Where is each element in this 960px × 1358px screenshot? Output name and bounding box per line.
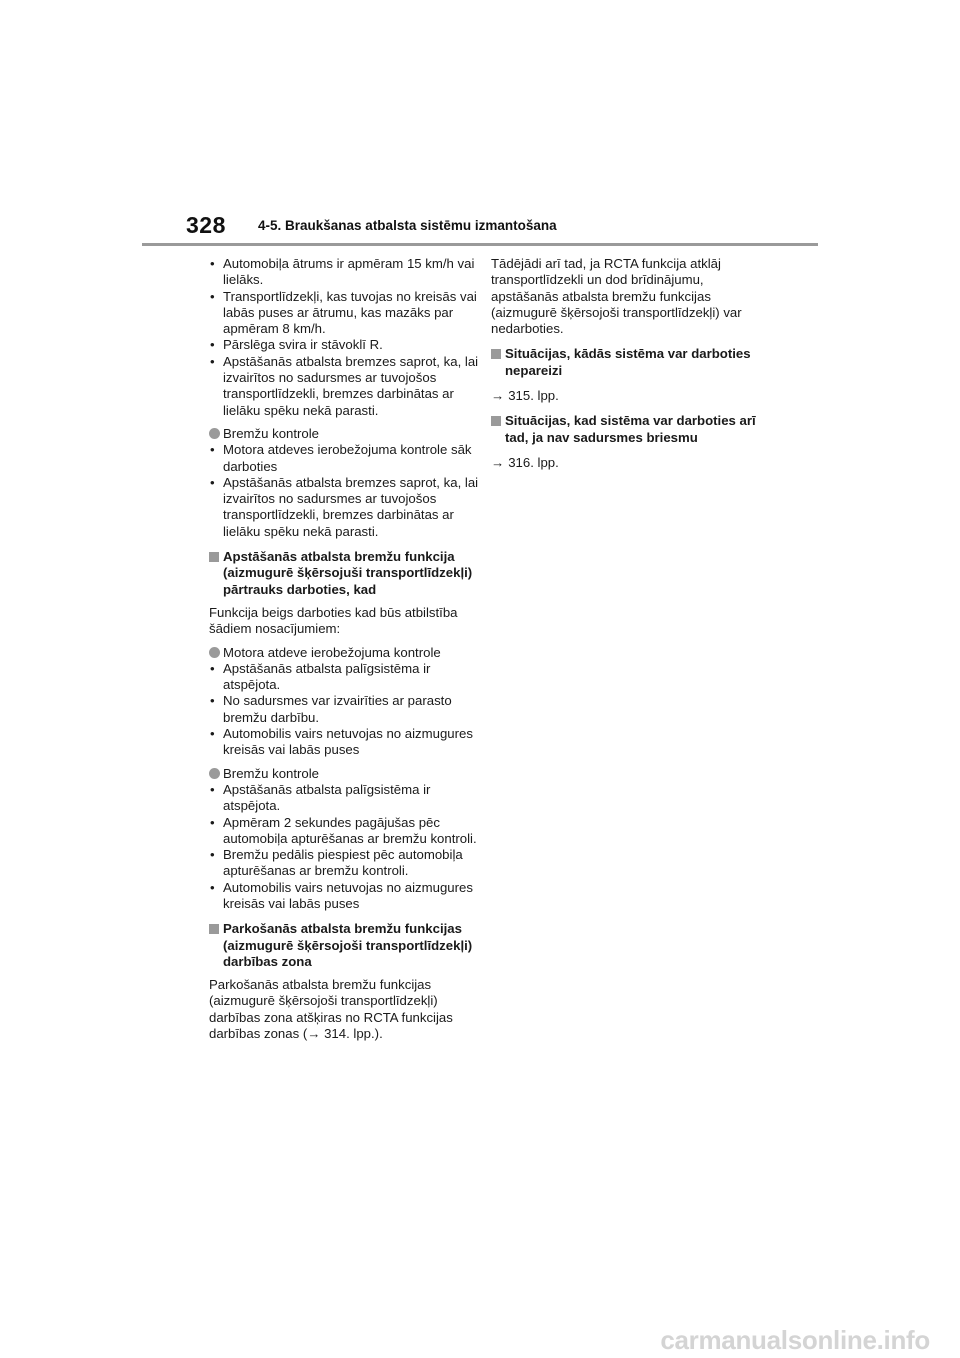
list-item: • Apstāšanās atbalsta bremzes saprot, ka, lai izvairītos no sadursmes ar tuvojošos transportlīdzekli, bremzes darbinātas ar lielāku spēku nekā parasti. [209, 354, 479, 419]
square-bullet-icon [491, 349, 501, 359]
list-item: • Apstāšanās atbalsta bremzes saprot, ka, lai izvairītos no sadursmes ar tuvojošos transportlīdzekli, bremzes darbinātas ar lielāku spēku nekā parasti. [209, 475, 479, 540]
heading-text: Situācijas, kādās sistēma var darboties nepareizi [505, 346, 751, 378]
square-bullet-icon [209, 924, 219, 934]
list-item: • Transportlīdzekļi, kas tuvojas no kreisās vai labās puses ar ātrumu, kas mazāks par apmēram 8 km/h. [209, 289, 479, 338]
list-item: • Automobilis vairs netuvojas no aizmugures kreisās vai labās puses [209, 726, 479, 759]
circle-item-label: Bremžu kontrole [223, 765, 320, 781]
circle-bullet-icon [209, 768, 220, 779]
conditions-list [209, 256, 479, 419]
list-item: • Apstāšanās atbalsta palīgsistēma ir atspējota. [209, 782, 479, 815]
section-heading [491, 413, 766, 446]
page-reference-link[interactable]: 316. lpp. [508, 454, 559, 470]
square-bullet-icon [209, 552, 219, 562]
page-number: 328 [186, 212, 226, 238]
left-column [209, 256, 479, 1042]
list-item: • Motora atdeves ierobežojuma kontrole sāk darboties [209, 442, 479, 475]
paragraph: Tādējādi arī tad, ja RCTA funkcija atklāj transportlīdzekli un dod brīdinājumu, apstāšanās atbalsta bremžu funkcijas (aizmugurē šķērsojoši transportlīdzekļi) var nedarboties. [491, 256, 742, 337]
circle-item-label: Bremžu kontrole [223, 425, 320, 441]
square-bullet-icon [491, 416, 501, 426]
section-heading [209, 921, 479, 970]
list-item: • Automobilis vairs netuvojas no aizmugures kreisās vai labās puses [209, 880, 479, 913]
circle-item-label: Motora atdeve ierobežojuma kontrole [223, 644, 441, 660]
heading-text: Apstāšanās atbalsta bremžu funkcija (aizmugurē šķērsojuši transportlīdzekļi) pārtrauks darboties, kad [223, 549, 473, 597]
list-item: • Apstāšanās atbalsta palīgsistēma ir atspējota. [209, 661, 479, 694]
heading-text: Situācijas, kad sistēma var darboties arī tad, ja nav sadursmes briesmu [505, 413, 756, 445]
section-heading [209, 549, 479, 598]
page-reference [491, 388, 766, 404]
watermark-text: carmanualsonline.info [660, 1324, 930, 1355]
paragraph: Funkcija beigs darboties kad būs atbilstība šādiem nosacījumiem: [209, 604, 458, 637]
list-item: • No sadursmes var izvairīties ar parasto bremžu darbību. [209, 693, 479, 726]
engine-output-section [209, 645, 479, 661]
brake-control-list [209, 442, 479, 540]
right-column [491, 256, 766, 471]
circle-bullet-icon [209, 428, 220, 439]
section-heading [491, 346, 766, 379]
circle-bullet-icon [209, 647, 220, 658]
page-header [0, 0, 960, 250]
list-item: • Pārslēga svira ir stāvoklī R. [209, 337, 479, 353]
brake-control-section [209, 426, 479, 442]
engine-output-list [209, 661, 479, 759]
heading-text: Parkošanās atbalsta bremžu funkcijas (aizmugurē šķērsojoši transportlīdzekļi) darbības zona [223, 921, 473, 969]
arrow-right-icon: → [491, 388, 505, 404]
list-item: • Bremžu pedālis piespiest pēc automobiļa apturēšanas ar bremžu kontroli. [209, 847, 479, 880]
brake-control-stop-list [209, 782, 479, 912]
header-divider [142, 243, 818, 246]
arrow-right-icon: → [491, 454, 505, 470]
paragraph: Parkošanās atbalsta bremžu funkcijas (aizmugurē šķērsojoši transportlīdzekļi) darbības zona atšķiras no RCTA funkcijas darbības zonas (→ 314. lpp.). [209, 977, 453, 1042]
list-item: • Automobiļa ātrums ir apmēram 15 km/h vai lielāks. [209, 256, 479, 289]
section-title: 4-5. Braukšanas atbalsta sistēmu izmantošana [258, 218, 557, 233]
page-reference-link[interactable]: 315. lpp. [508, 388, 559, 404]
list-item: • Apmēram 2 sekundes pagājušas pēc automobiļa apturēšanas ar bremžu kontroli. [209, 815, 479, 848]
brake-control-stop-section [209, 766, 479, 782]
watermark [0, 1322, 960, 1358]
page-reference [491, 455, 766, 471]
